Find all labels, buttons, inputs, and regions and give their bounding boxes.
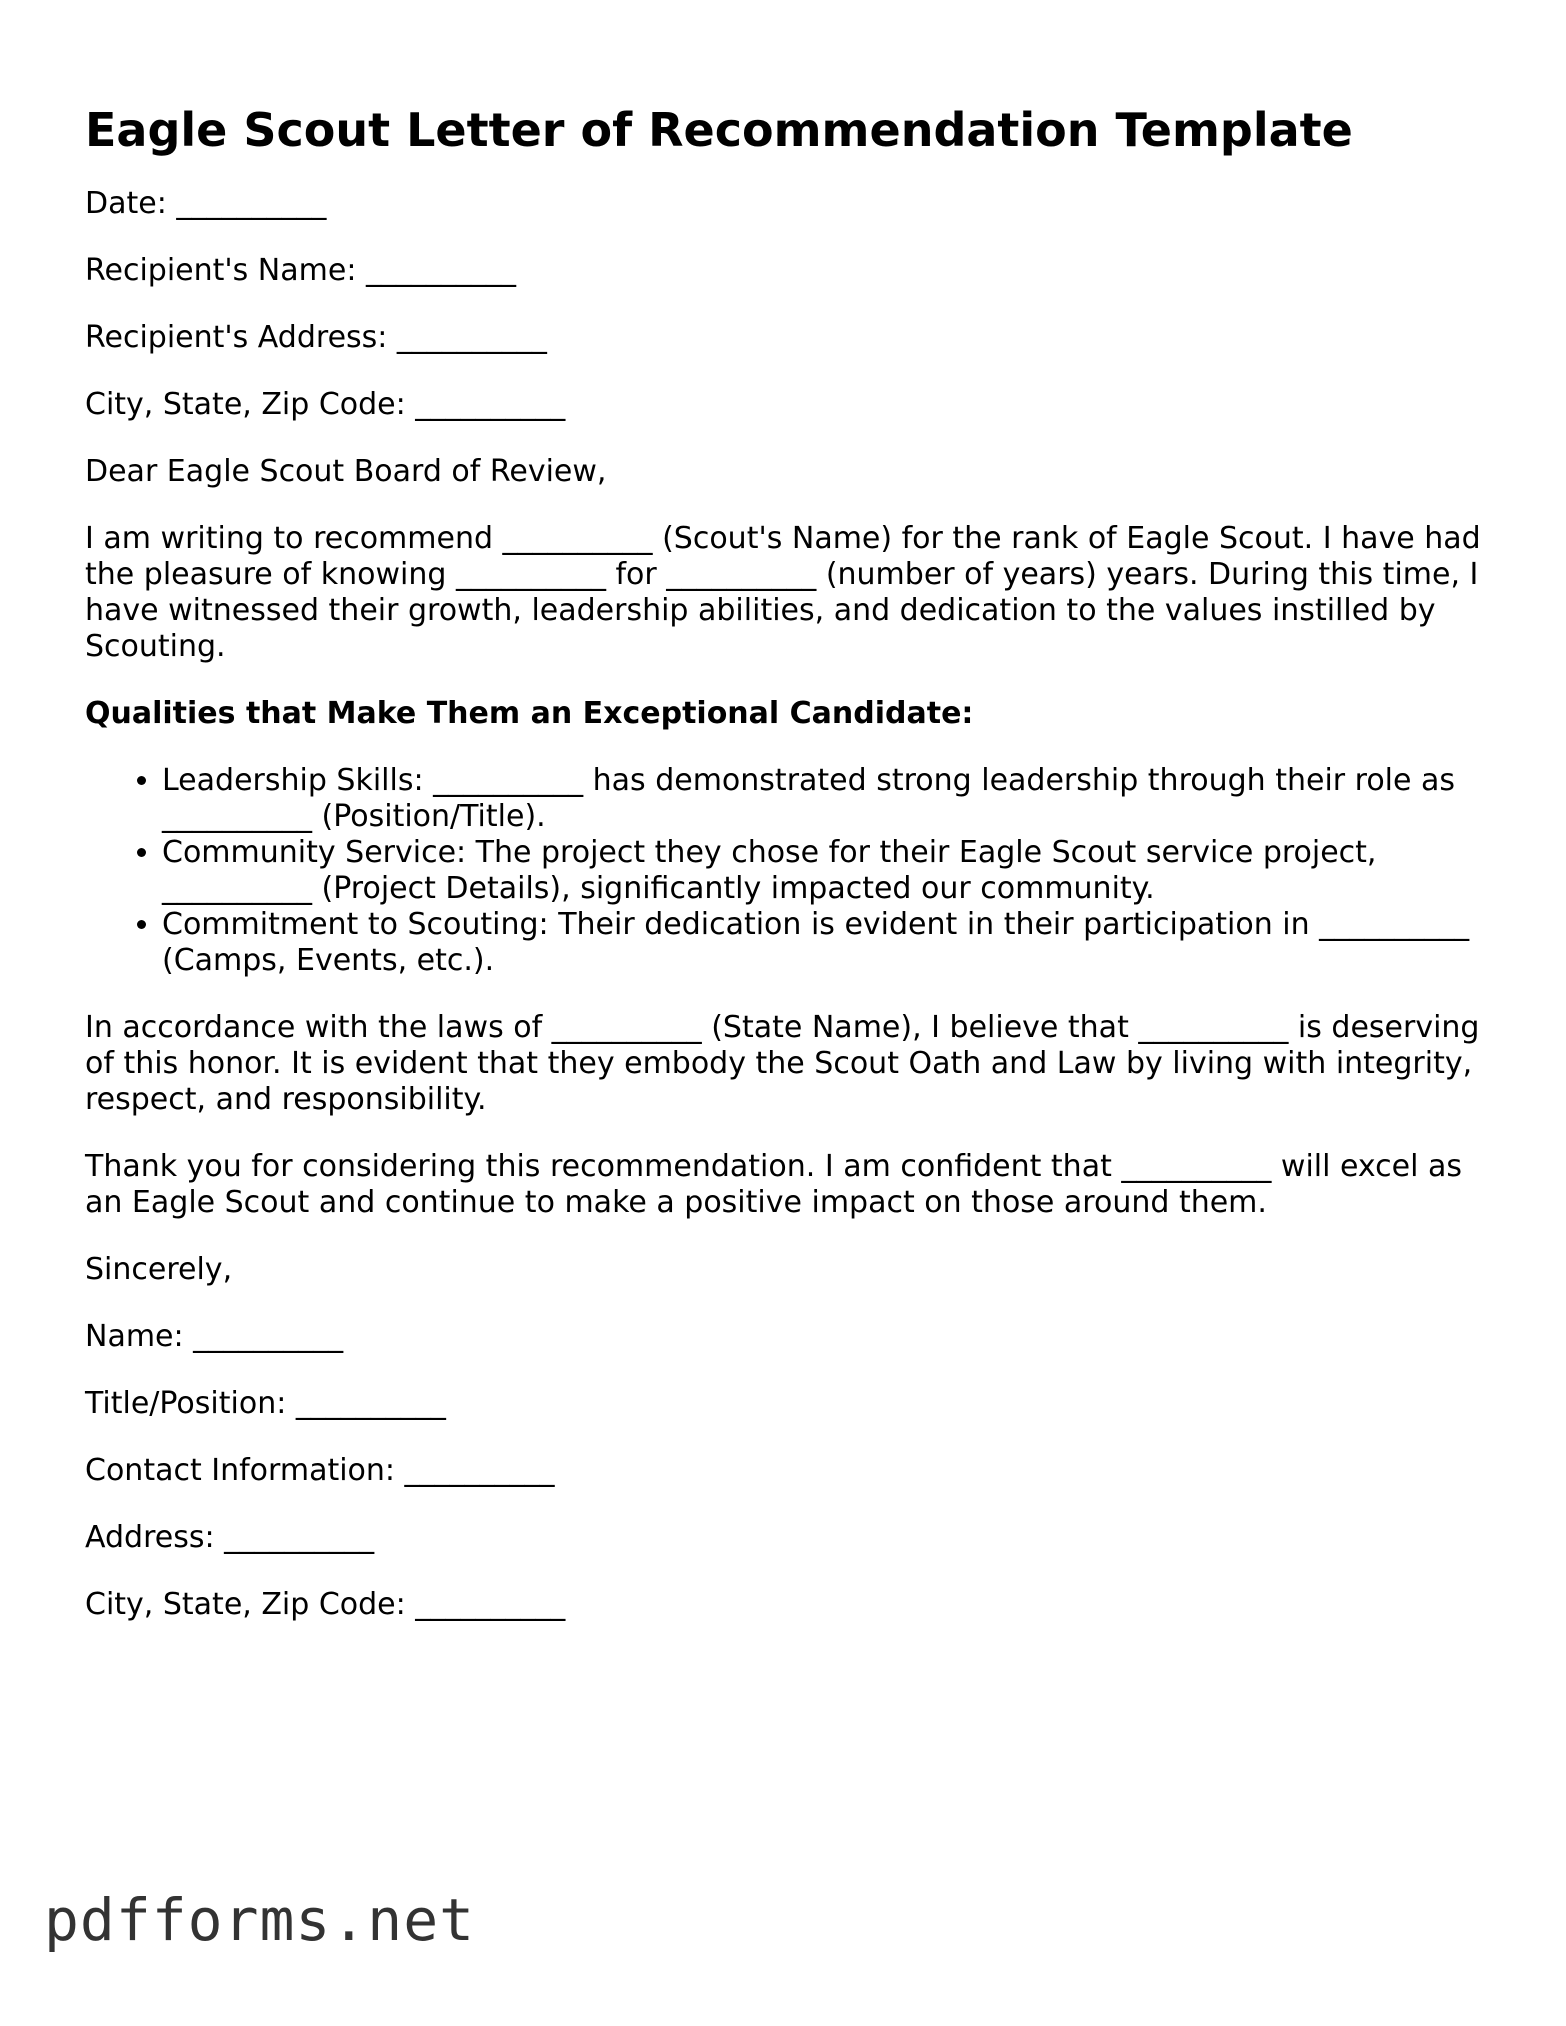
document-title: Eagle Scout Letter of Recommendation Template bbox=[85, 103, 1353, 157]
signature-contact-field: Contact Information: __________ bbox=[85, 1453, 555, 1488]
letter-page bbox=[85, 100, 1485, 1654]
quality-commitment: • Commitment to Scouting: Their dedication is evident in their participation in __________ (Camps, Events, etc.). bbox=[162, 907, 1485, 979]
recipient-address-field: Recipient's Address: __________ bbox=[85, 320, 547, 355]
intro-paragraph: I am writing to recommend __________ (Scout's Name) for the rank of Eagle Scout. I have had the pleasure of knowing __________ for __________ (number of years) years. During this time, I have witnessed their growth, leadership abilities, and dedication to the values instilled by Scouting. bbox=[85, 521, 1481, 664]
signature-name-field: Name: __________ bbox=[85, 1319, 344, 1354]
signature-title-field: Title/Position: __________ bbox=[85, 1386, 446, 1421]
closing: Sincerely, bbox=[85, 1252, 233, 1287]
thanks-paragraph: Thank you for considering this recommendation. I am confident that __________ will excel as an Eagle Scout and continue to make a positive impact on those around them. bbox=[85, 1149, 1462, 1220]
watermark-logo: pdfforms.net bbox=[44, 1886, 476, 1954]
recipient-name-field: Recipient's Name: __________ bbox=[85, 253, 516, 288]
salutation: Dear Eagle Scout Board of Review, bbox=[85, 454, 607, 489]
recipient-city-state-zip-field: City, State, Zip Code: __________ bbox=[85, 387, 566, 422]
qualities-list bbox=[85, 763, 1485, 979]
signature-address-field: Address: __________ bbox=[85, 1520, 375, 1555]
signature-city-state-zip-field: City, State, Zip Code: __________ bbox=[85, 1587, 566, 1622]
quality-community-service: • Community Service: The project they chose for their Eagle Scout service project, __________ (Project Details), significantly impacted our community. bbox=[162, 835, 1485, 907]
quality-leadership: • Leadership Skills: __________ has demonstrated strong leadership through their role as __________ (Position/Title). bbox=[162, 763, 1485, 835]
qualities-heading: Qualities that Make Them an Exceptional Candidate: bbox=[85, 696, 974, 731]
date-field: Date: __________ bbox=[85, 186, 327, 221]
laws-paragraph: In accordance with the laws of __________ (State Name), I believe that __________ is deserving of this honor. It is evident that they embody the Scout Oath and Law by living with integrity, respect, and responsibility. bbox=[85, 1010, 1480, 1117]
